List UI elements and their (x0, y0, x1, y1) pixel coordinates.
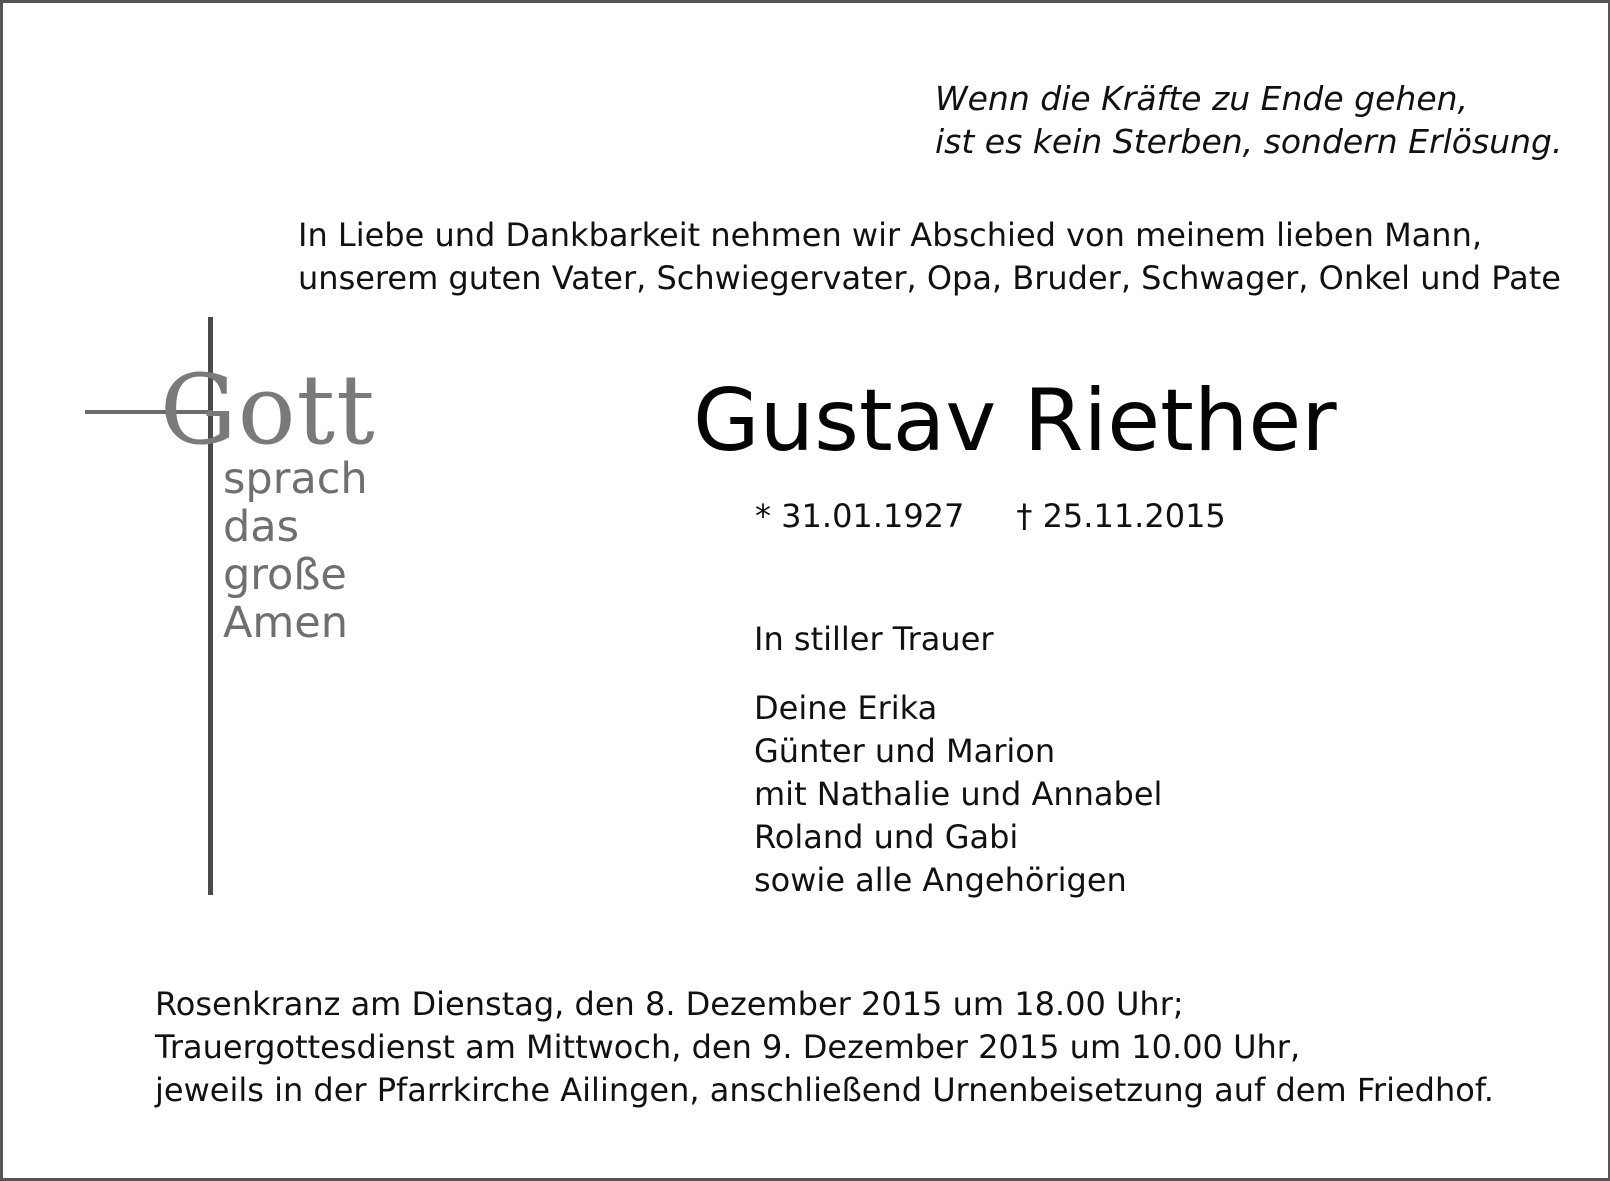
service-details (155, 983, 1494, 1112)
artwork-verse-line: sprach (223, 454, 368, 504)
artwork-verse-line: große (223, 550, 347, 600)
life-dates (755, 495, 1226, 537)
deceased-name: Gustav Riether (693, 371, 1337, 471)
mourner-name: Deine Erika (754, 689, 938, 727)
mourner-name: sowie alle Angehörigen (754, 861, 1127, 899)
mourner-name: Roland und Gabi (754, 818, 1019, 856)
mourner-name: mit Nathalie und Annabel (754, 775, 1163, 813)
service-line: jeweils in der Pfarrkirche Ailingen, anschließend Urnenbeisetzung auf dem Friedhof. (155, 1071, 1494, 1109)
artwork-verse (223, 455, 368, 647)
mourners-list (754, 687, 1162, 902)
artwork-verse-line: Amen (223, 598, 349, 648)
mourning-heading: In stiller Trauer (754, 620, 994, 658)
artwork-verse-line: das (223, 502, 300, 552)
quote-line: Wenn die Kräfte zu Ende gehen, (935, 79, 1469, 118)
intro-line: In Liebe und Dankbarkeit nehmen wir Abschied von meinem lieben Mann, (298, 216, 1483, 254)
intro-line: unserem guten Vater, Schwiegervater, Opa, Bruder, Schwager, Onkel und Pate (298, 259, 1561, 297)
death-date: † 25.11.2015 (1016, 497, 1226, 535)
quote-line: ist es kein Sterben, sondern Erlösung. (935, 122, 1563, 161)
birth-date: * 31.01.1927 (755, 497, 965, 535)
epigraph-quote (935, 77, 1562, 163)
service-line: Trauergottesdienst am Mittwoch, den 9. Dezember 2015 um 10.00 Uhr, (155, 1028, 1301, 1066)
intro-text (298, 214, 1561, 300)
artwork-title: Gott (160, 354, 376, 466)
service-line: Rosenkranz am Dienstag, den 8. Dezember 2015 um 18.00 Uhr; (155, 985, 1184, 1023)
mourner-name: Günter und Marion (754, 732, 1056, 770)
